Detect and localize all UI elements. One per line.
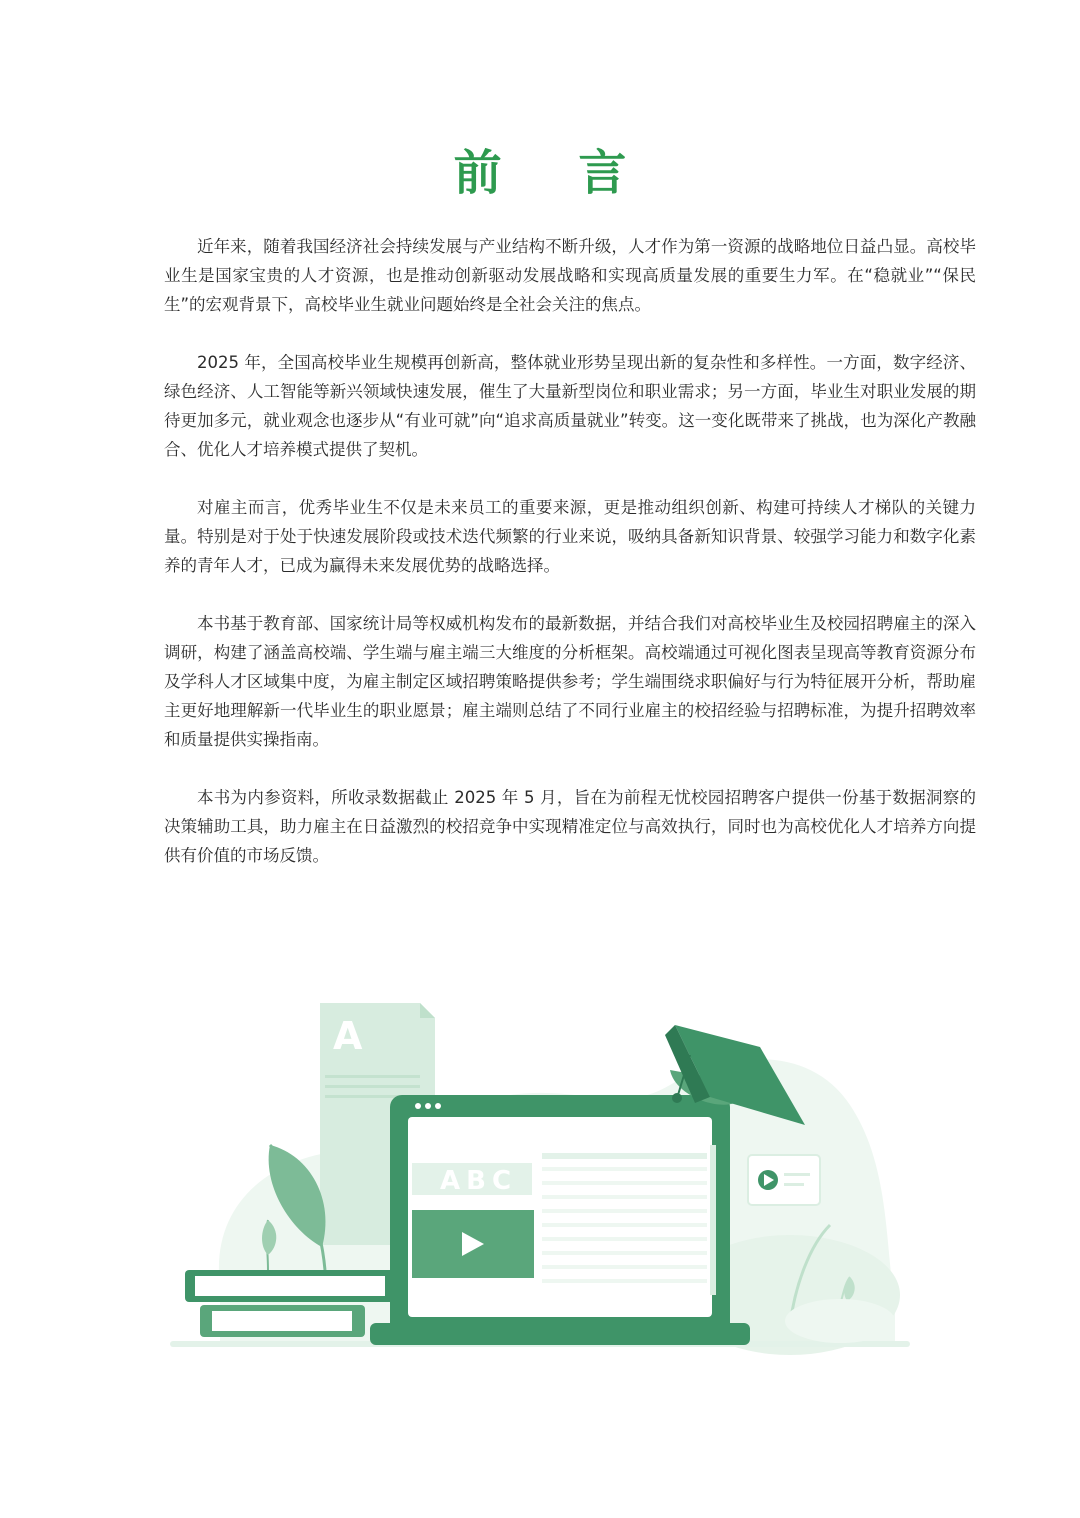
screen-text: ABC xyxy=(440,1166,518,1196)
paragraph-2: 2025 年，全国高校毕业生规模再创新高，整体就业形势呈现出新的复杂性和多样性。一方面，数字经济、绿色经济、人工智能等新兴领域快速发展，催生了大量新型岗位和职业需求；另一方面，毕业生对职业发展的期待更加多元，就业观念也逐步从“有业可就”向“追求高质量就业”转变。这一变化既带来了挑战，也为深化产教融合、优化人才培养模式提供了契机。 xyxy=(164,353,976,459)
preface-body xyxy=(164,232,976,899)
paragraph-4: 本书基于教育部、国家统计局等权威机构发布的最新数据，并结合我们对高校毕业生及校园招聘雇主的深入调研，构建了涵盖高校端、学生端与雇主端三大维度的分析框架。高校端通过可视化图表呈现高等教育资源分布及学科人才区域集中度，为雇主制定区域招聘策略提供参考；学生端围绕求职偏好与行为特征展开分析，帮助雇主更好地理解新一代毕业生的职业愿景；雇主端则总结了不同行业雇主的校招经验与招聘标准，为提升招聘效率和质量提供实操指南。 xyxy=(164,614,976,749)
document-letter: A xyxy=(333,1014,363,1058)
laptop-icon xyxy=(370,1095,750,1345)
paragraph-1: 近年来，随着我国经济社会持续发展与产业结构不断升级，人才作为第一资源的战略地位日益凸显。高校毕业生是国家宝贵的人才资源，也是推动创新驱动发展战略和实现高质量发展的重要生力军。在“稳就业”“保民生”的宏观背景下，高校毕业生就业问题始终是全社会关注的焦点。 xyxy=(164,237,976,314)
education-illustration xyxy=(150,985,930,1365)
paragraph-5: 本书为内参资料，所收录数据截止 2025 年 5 月，旨在为前程无忧校园招聘客户提供一份基于数据洞察的决策辅助工具，助力雇主在日益激烈的校招竞争中实现精准定位与高效执行，同时也为高校优化人才培养方向提供有价值的市场反馈。 xyxy=(164,788,976,865)
video-card-icon xyxy=(748,1155,820,1205)
page-title: 前 言 xyxy=(453,145,657,201)
paragraph-3: 对雇主而言，优秀毕业生不仅是未来员工的重要来源，更是推动组织创新、构建可持续人才梯队的关键力量。特别是对于处于快速发展阶段或技术迭代频繁的行业来说，吸纳具备新知识背景、较强学习能力和数字化素养的青年人才，已成为赢得未来发展优势的战略选择。 xyxy=(164,498,976,575)
